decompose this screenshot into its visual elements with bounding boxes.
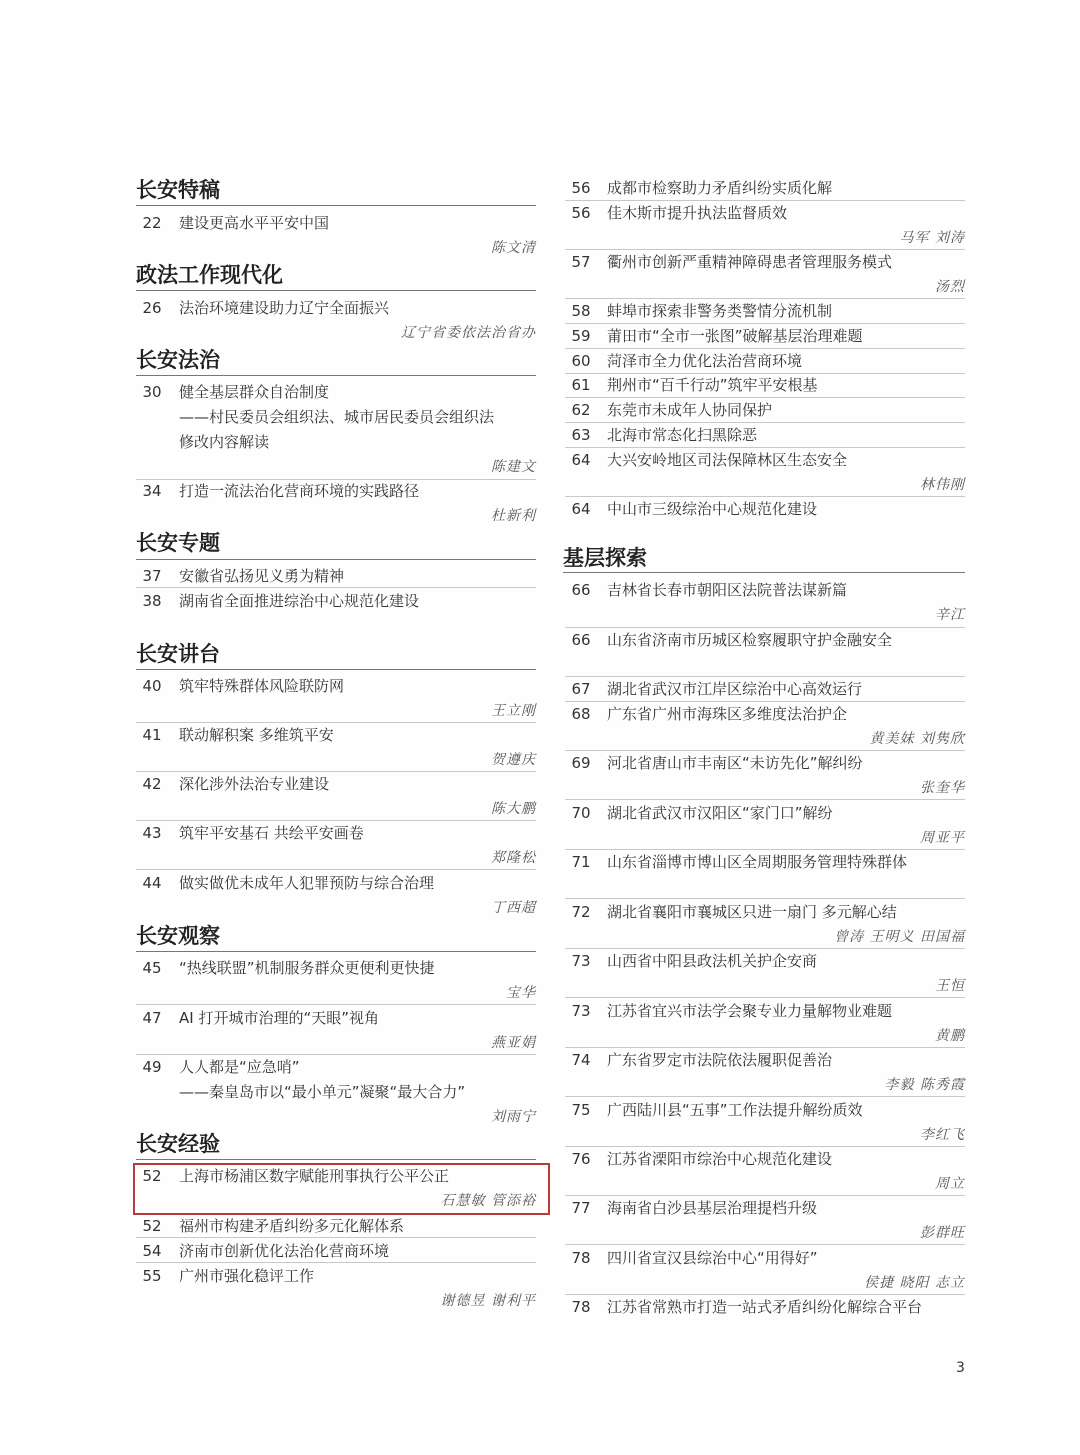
entry-title: 福州市构建矛盾纠纷多元化解体系 (179, 1217, 405, 1235)
entry-author: 侯捷 晓阳 志立 (864, 1275, 965, 1291)
entry-page: 41 (142, 726, 162, 744)
toc-entry[interactable] (565, 1001, 965, 1051)
section-divider (563, 572, 965, 573)
entry-page: 75 (571, 1101, 591, 1119)
toc-entry[interactable] (136, 958, 536, 1008)
toc-entry[interactable] (136, 1241, 536, 1263)
section-title: 长安观察 (136, 923, 220, 948)
section-divider (136, 290, 536, 291)
toc-entry[interactable] (136, 725, 536, 775)
toc-entry[interactable] (136, 1057, 536, 1132)
entry-page: 64 (571, 500, 591, 518)
toc-entry[interactable] (136, 298, 536, 348)
toc-entry[interactable] (565, 425, 965, 447)
section-title: 基层探索 (563, 545, 647, 570)
toc-entry[interactable] (565, 1050, 965, 1100)
entry-author: 汤烈 (935, 279, 965, 295)
entry-page: 63 (571, 426, 591, 444)
entry-subtitle: ——秦皇岛市以“最小单元”凝聚“最大合力” (179, 1083, 466, 1101)
entry-divider (136, 1054, 536, 1055)
entry-title: 筑牢平安基石 共绘平安画卷 (179, 824, 364, 842)
entry-title: 安徽省弘扬见义勇为精神 (179, 567, 345, 585)
entry-page: 62 (571, 401, 591, 419)
toc-entry[interactable] (565, 326, 965, 348)
toc-entry[interactable] (565, 1198, 965, 1248)
entry-page: 70 (571, 804, 591, 822)
entry-divider (565, 447, 965, 448)
entry-title: 湖北省武汉市汉阳区“家门口”解纷 (607, 804, 833, 822)
toc-entry[interactable] (565, 499, 965, 521)
entry-page: 56 (571, 179, 591, 197)
entry-title: 联动解积案 多维筑平安 (179, 726, 334, 744)
entry-title: 山东省淄博市博山区全周期服务管理特殊群体 (607, 853, 908, 871)
toc-entry[interactable] (565, 630, 965, 652)
entry-title: 上海市杨浦区数字赋能刑事执行公平公正 (179, 1167, 450, 1185)
entry-page: 55 (142, 1267, 162, 1285)
entry-author: 马军 刘涛 (899, 230, 965, 246)
toc-entry[interactable] (565, 351, 965, 373)
entry-author: 王立刚 (491, 703, 536, 719)
entry-author: 燕亚娟 (491, 1035, 536, 1051)
toc-entry[interactable] (136, 873, 536, 923)
entry-divider (136, 1004, 536, 1005)
entry-title: 海南省白沙县基层治理提档升级 (607, 1199, 818, 1217)
entry-author: 郑隆松 (491, 850, 536, 866)
entry-title: 衢州市创新严重精神障碍患者管理服务模式 (607, 253, 893, 271)
entry-page: 38 (142, 592, 162, 610)
entry-page: 76 (571, 1150, 591, 1168)
section-title: 长安经验 (136, 1131, 220, 1156)
entry-page: 59 (571, 327, 591, 345)
entry-author: 黄美妹 刘隽欣 (869, 731, 965, 747)
entry-page: 73 (571, 1002, 591, 1020)
toc-entry[interactable] (565, 1297, 965, 1319)
toc-entry[interactable] (565, 803, 965, 853)
entry-title: 湖北省襄阳市襄城区只进一扇门 多元解心结 (607, 903, 897, 921)
entry-page: 57 (571, 253, 591, 271)
entry-title: 菏泽市全力优化法治营商环境 (607, 352, 803, 370)
entry-page: 40 (142, 677, 162, 695)
entry-title: 江苏省溧阳市综治中心规范化建设 (607, 1150, 833, 1168)
entry-title: 佳木斯市提升执法监督质效 (607, 204, 788, 222)
entry-divider (136, 1262, 536, 1263)
entry-title: 湖南省全面推进综治中心规范化建设 (179, 592, 420, 610)
toc-entry[interactable] (136, 382, 536, 482)
section-title: 长安法治 (136, 347, 220, 372)
entry-page: 71 (571, 853, 591, 871)
entry-title: 蚌埠市探索非警务类警情分流机制 (607, 302, 833, 320)
entry-author: 周亚平 (920, 830, 965, 846)
toc-entry[interactable] (565, 951, 965, 1001)
entry-page: 69 (571, 754, 591, 772)
toc-entry[interactable] (136, 823, 536, 873)
toc-entry[interactable] (565, 301, 965, 323)
entry-divider (565, 1294, 965, 1295)
section-divider (136, 951, 536, 952)
entry-divider (565, 249, 965, 250)
entry-page: 61 (571, 376, 591, 394)
entry-divider (565, 849, 965, 850)
entry-title: “热线联盟”机制服务群众更便利更快捷 (179, 959, 435, 977)
entry-divider (565, 200, 965, 201)
toc-entry[interactable] (565, 400, 965, 422)
toc-entry[interactable] (136, 1216, 536, 1238)
toc-entry[interactable] (565, 1248, 965, 1298)
entry-page: 52 (142, 1167, 162, 1185)
entry-page: 58 (571, 302, 591, 320)
highlight-box (133, 1163, 550, 1215)
entry-page: 37 (142, 567, 162, 585)
entry-divider (565, 323, 965, 324)
entry-title: 建设更高水平平安中国 (179, 214, 330, 232)
entry-title: AI 打开城市治理的“天眼”视角 (179, 1009, 379, 1027)
section-divider (136, 375, 536, 376)
entry-title: 打造一流法治化营商环境的实践路径 (179, 482, 420, 500)
entry-author: 李红飞 (920, 1127, 965, 1143)
section-divider (136, 669, 536, 670)
entry-title: 东莞市未成年人协同保护 (607, 401, 773, 419)
toc-entry[interactable] (136, 591, 536, 613)
entry-author: 周立 (935, 1176, 965, 1192)
entry-divider (565, 298, 965, 299)
entry-divider (565, 676, 965, 677)
entry-page: 44 (142, 874, 162, 892)
entry-title: 山东省济南市历城区检察履职守护金融安全 (607, 631, 893, 649)
entry-author: 贺遵庆 (491, 752, 536, 768)
entry-divider (565, 373, 965, 374)
entry-divider (565, 422, 965, 423)
entry-title: 深化涉外法治专业建设 (179, 775, 330, 793)
entry-divider (136, 869, 536, 870)
entry-author: 彭群旺 (920, 1225, 965, 1241)
entry-page: 78 (571, 1298, 591, 1316)
entry-subtitle: 修改内容解读 (179, 433, 270, 451)
entry-divider (565, 1244, 965, 1245)
entry-divider (136, 479, 536, 480)
entry-page: 67 (571, 680, 591, 698)
entry-divider (565, 1195, 965, 1196)
entry-author: 丁西超 (491, 900, 536, 916)
entry-author: 黄鹏 (935, 1028, 965, 1044)
entry-title: 山西省中阳县政法机关护企安商 (607, 952, 818, 970)
entry-divider (565, 948, 965, 949)
entry-divider (565, 496, 965, 497)
entry-title: 江苏省宜兴市法学会聚专业力量解物业难题 (607, 1002, 893, 1020)
entry-author: 陈大鹏 (491, 801, 536, 817)
toc-entry[interactable] (136, 1266, 536, 1316)
entry-title: 吉林省长春市朝阳区法院普法谋新篇 (607, 581, 848, 599)
entry-divider (136, 1237, 536, 1238)
entry-divider (565, 1096, 965, 1097)
entry-page: 45 (142, 959, 162, 977)
toc-entry[interactable] (136, 676, 536, 726)
entry-divider (136, 722, 536, 723)
entry-title: 广州市强化稳评工作 (179, 1267, 315, 1285)
toc-entry[interactable] (565, 252, 965, 302)
toc-entry[interactable] (136, 774, 536, 824)
entry-title: 筑牢特殊群体风险联防网 (179, 677, 345, 695)
entry-divider (565, 750, 965, 751)
toc-entry[interactable] (565, 852, 965, 874)
entry-title: 荆州市“百千行动”筑牢平安根基 (607, 376, 818, 394)
toc-entry[interactable] (136, 213, 536, 263)
toc-entry[interactable] (136, 1008, 536, 1058)
entry-title: 湖北省武汉市江岸区综治中心高效运行 (607, 680, 863, 698)
entry-divider (136, 587, 536, 588)
toc-entry[interactable] (565, 203, 965, 253)
entry-divider (136, 820, 536, 821)
entry-author: 宝华 (506, 985, 536, 1001)
entry-page: 47 (142, 1009, 162, 1027)
entry-title: 四川省宣汉县综治中心“用得好” (607, 1249, 818, 1267)
entry-page: 78 (571, 1249, 591, 1267)
entry-title: 中山市三级综治中心规范化建设 (607, 500, 818, 518)
entry-author: 杜新利 (491, 508, 536, 524)
entry-title: 大兴安岭地区司法保障林区生态安全 (607, 451, 848, 469)
entry-title: 河北省唐山市丰南区“未访先化”解纠纷 (607, 754, 863, 772)
section-divider (136, 1159, 536, 1160)
entry-page: 72 (571, 903, 591, 921)
entry-title: 人人都是“应急哨” (179, 1058, 300, 1076)
entry-author: 张奎华 (920, 780, 965, 796)
entry-page: 42 (142, 775, 162, 793)
entry-title: 健全基层群众自治制度 (179, 383, 330, 401)
entry-page: 30 (142, 383, 162, 401)
entry-divider (565, 348, 965, 349)
section-title: 长安讲台 (136, 641, 220, 666)
entry-page: 22 (142, 214, 162, 232)
entry-divider (565, 997, 965, 998)
entry-divider (565, 1047, 965, 1048)
toc-entry[interactable] (565, 753, 965, 803)
entry-author: 曾涛 王明义 田国福 (834, 929, 965, 945)
toc-entry[interactable] (565, 450, 965, 500)
toc-entry[interactable] (136, 566, 536, 588)
entry-title: 成都市检察助力矛盾纠纷实质化解 (607, 179, 833, 197)
entry-title: 广东省罗定市法院依法履职促善治 (607, 1051, 833, 1069)
toc-entry[interactable] (136, 481, 536, 531)
entry-title: 做实做优未成年人犯罪预防与综合治理 (179, 874, 435, 892)
entry-author: 石慧敏 管添裕 (440, 1193, 536, 1209)
toc-entry[interactable] (565, 178, 965, 200)
toc-entry[interactable] (565, 1149, 965, 1199)
entry-title: 法治环境建设助力辽宁全面振兴 (179, 299, 390, 317)
entry-page: 43 (142, 824, 162, 842)
entry-page: 54 (142, 1242, 162, 1260)
entry-page: 73 (571, 952, 591, 970)
entry-author: 刘雨宁 (491, 1109, 536, 1125)
entry-page: 74 (571, 1051, 591, 1069)
entry-divider (136, 771, 536, 772)
toc-entry[interactable] (565, 580, 965, 630)
section-title: 政法工作现代化 (136, 262, 283, 287)
entry-divider (565, 397, 965, 398)
toc-entry[interactable] (565, 375, 965, 397)
entry-page: 52 (142, 1217, 162, 1235)
entry-divider (565, 627, 965, 628)
entry-title: 广东省广州市海珠区多维度法治护企 (607, 705, 848, 723)
entry-page: 56 (571, 204, 591, 222)
entry-divider (565, 898, 965, 899)
entry-page: 60 (571, 352, 591, 370)
toc-entry[interactable] (565, 704, 965, 754)
entry-divider (565, 1146, 965, 1147)
entry-author: 林伟刚 (920, 477, 965, 493)
entry-author: 王恒 (935, 978, 965, 994)
entry-page: 68 (571, 705, 591, 723)
entry-subtitle: ——村民委员会组织法、城市居民委员会组织法 (179, 408, 495, 426)
entry-author: 谢德昱 谢利平 (440, 1293, 536, 1309)
entry-author: 陈文清 (491, 240, 536, 256)
entry-page: 49 (142, 1058, 162, 1076)
entry-title: 江苏省常熟市打造一站式矛盾纠纷化解综合平台 (607, 1298, 923, 1316)
entry-author: 辛江 (935, 607, 965, 623)
section-divider (136, 559, 536, 560)
entry-author: 李毅 陈秀霞 (884, 1077, 965, 1093)
entry-title: 济南市创新优化法治化营商环境 (179, 1242, 390, 1260)
entry-page: 26 (142, 299, 162, 317)
entry-author: 辽宁省委依法治省办 (401, 325, 536, 341)
entry-page: 66 (571, 581, 591, 599)
entry-page: 66 (571, 631, 591, 649)
toc-entry[interactable] (565, 1100, 965, 1150)
entry-title: 莆田市“全市一张图”破解基层治理难题 (607, 327, 863, 345)
section-title: 长安专题 (136, 530, 220, 555)
entry-page: 64 (571, 451, 591, 469)
entry-divider (565, 799, 965, 800)
toc-entry[interactable] (565, 902, 965, 952)
entry-page: 77 (571, 1199, 591, 1217)
entry-title: 北海市常态化扫黑除恶 (607, 426, 758, 444)
section-title: 长安特稿 (136, 177, 220, 202)
entry-title: 广西陆川县“五事”工作法提升解纷质效 (607, 1101, 863, 1119)
page-number: 3 (956, 1360, 965, 1376)
entry-author: 陈建文 (491, 459, 536, 475)
entry-divider (565, 701, 965, 702)
entry-page: 34 (142, 482, 162, 500)
toc-entry[interactable] (565, 679, 965, 701)
section-divider (136, 205, 536, 206)
